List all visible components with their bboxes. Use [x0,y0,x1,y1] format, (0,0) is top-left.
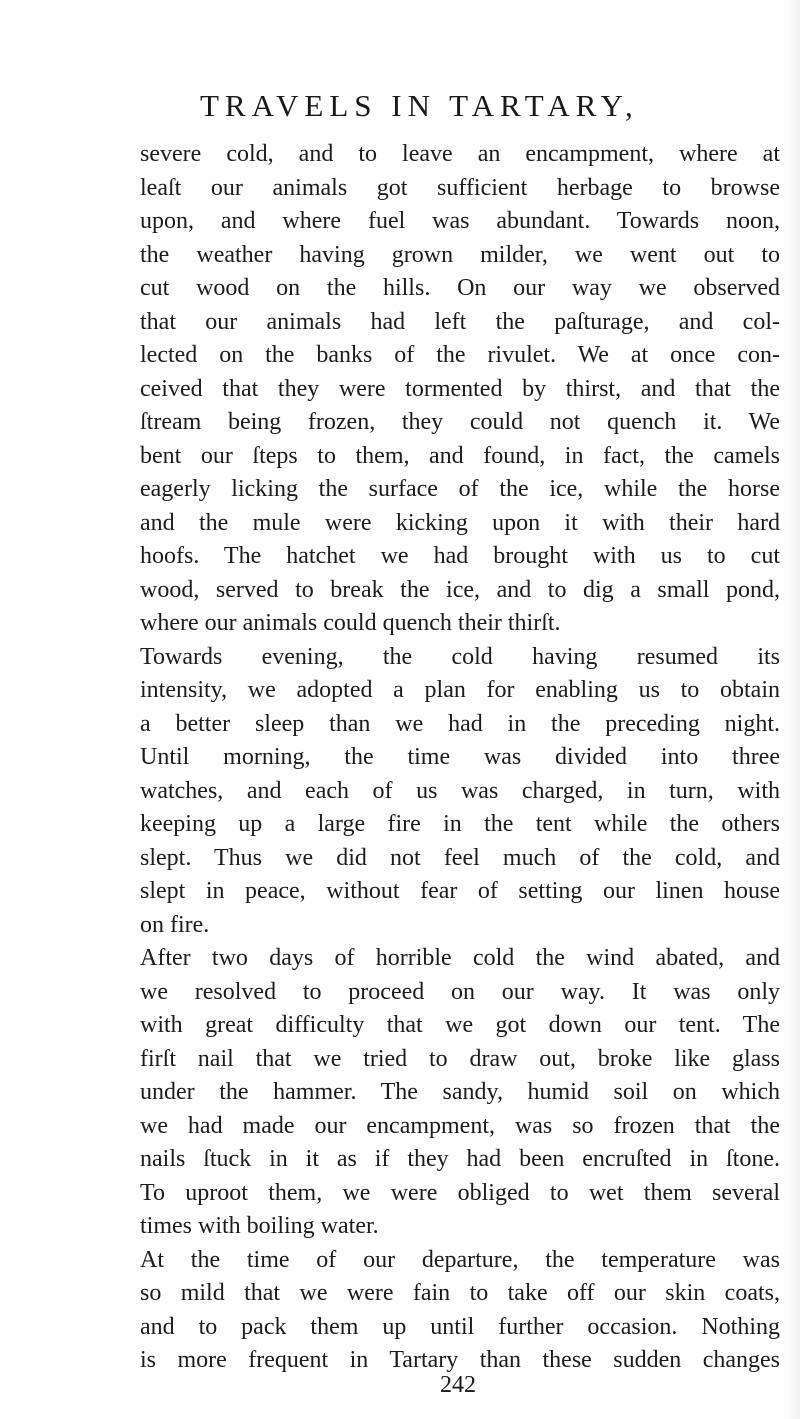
text-line: under the hammer. The sandy, humid soil on which [140,1079,780,1105]
text-line: slept. Thus we did not feel much of the cold, and [140,844,780,871]
text-line: nails ſtuck in it as if they had been encruſted in ſtone. [140,1146,780,1172]
text-line: we had made our encampment, was so frozen that the [140,1112,780,1139]
text-line: eagerly licking the surface of the ice, while the horse [140,476,780,502]
text-line: Until morning, the time was divided into three [140,744,780,770]
body-text [140,138,780,1378]
text-line: After two days of horrible cold the wind abated, and [140,945,780,971]
text-line: and to pack them up until further occasion. Nothing [140,1313,780,1340]
running-head: TRAVELS IN TARTARY, [200,88,639,123]
text-line: is more frequent in Tartary than these sudden changes [140,1347,780,1373]
text-line: watches, and each of us was charged, in turn, with [140,777,780,804]
text-line: the weather having grown milder, we went out to [140,241,780,268]
text-line: where our animals could quench their thirſt. [140,610,561,636]
text-line: To uproot them, we were obliged to wet them several [140,1179,780,1206]
text-line: upon, and where fuel was abundant. Towards noon, [140,208,780,234]
text-line: bent our ſteps to them, and found, in fact, the camels [140,442,780,469]
text-line: wood, served to break the ice, and to dig a small pond, [140,576,780,603]
text-line: ſtream being frozen, they could not quench it. We [140,409,780,435]
text-line: on fire. [140,911,210,938]
text-line: lected on the banks of the rivulet. We at once con- [140,342,780,368]
text-line: intensity, we adopted a plan for enabling us to obtain [140,677,780,703]
text-line: firſt nail that we tried to draw out, broke like glass [140,1045,780,1072]
text-line: we resolved to proceed on our way. It was only [140,978,780,1005]
text-line: severe cold, and to leave an encampment, where at [140,141,780,167]
text-line: slept in peace, without fear of setting our linen house [140,878,780,904]
page-edge-shadow [786,0,800,1419]
text-line: ceived that they were tormented by thirst, and that the [140,375,780,402]
text-line: hoofs. The hatchet we had brought with us to cut [140,543,780,569]
text-line: that our animals had left the paſturage, and col- [140,308,780,335]
text-line: leaſt our animals got sufficient herbage to browse [140,174,780,201]
text-line: keeping up a large fire in the tent while the others [140,811,780,837]
text-line: cut wood on the hills. On our way we observed [140,275,780,301]
page-number: 242 [440,1372,476,1398]
text-line: Towards evening, the cold having resumed its [140,643,780,670]
text-line: a better sleep than we had in the preceding night. [140,710,780,737]
text-line: At the time of our departure, the temperature was [140,1246,780,1273]
text-line: so mild that we were fain to take off our skin coats, [140,1280,780,1306]
text-line: with great difficulty that we got down our tent. The [140,1012,780,1038]
text-line: and the mule were kicking upon it with their hard [140,509,780,536]
text-line: times with boiling water. [140,1213,379,1239]
